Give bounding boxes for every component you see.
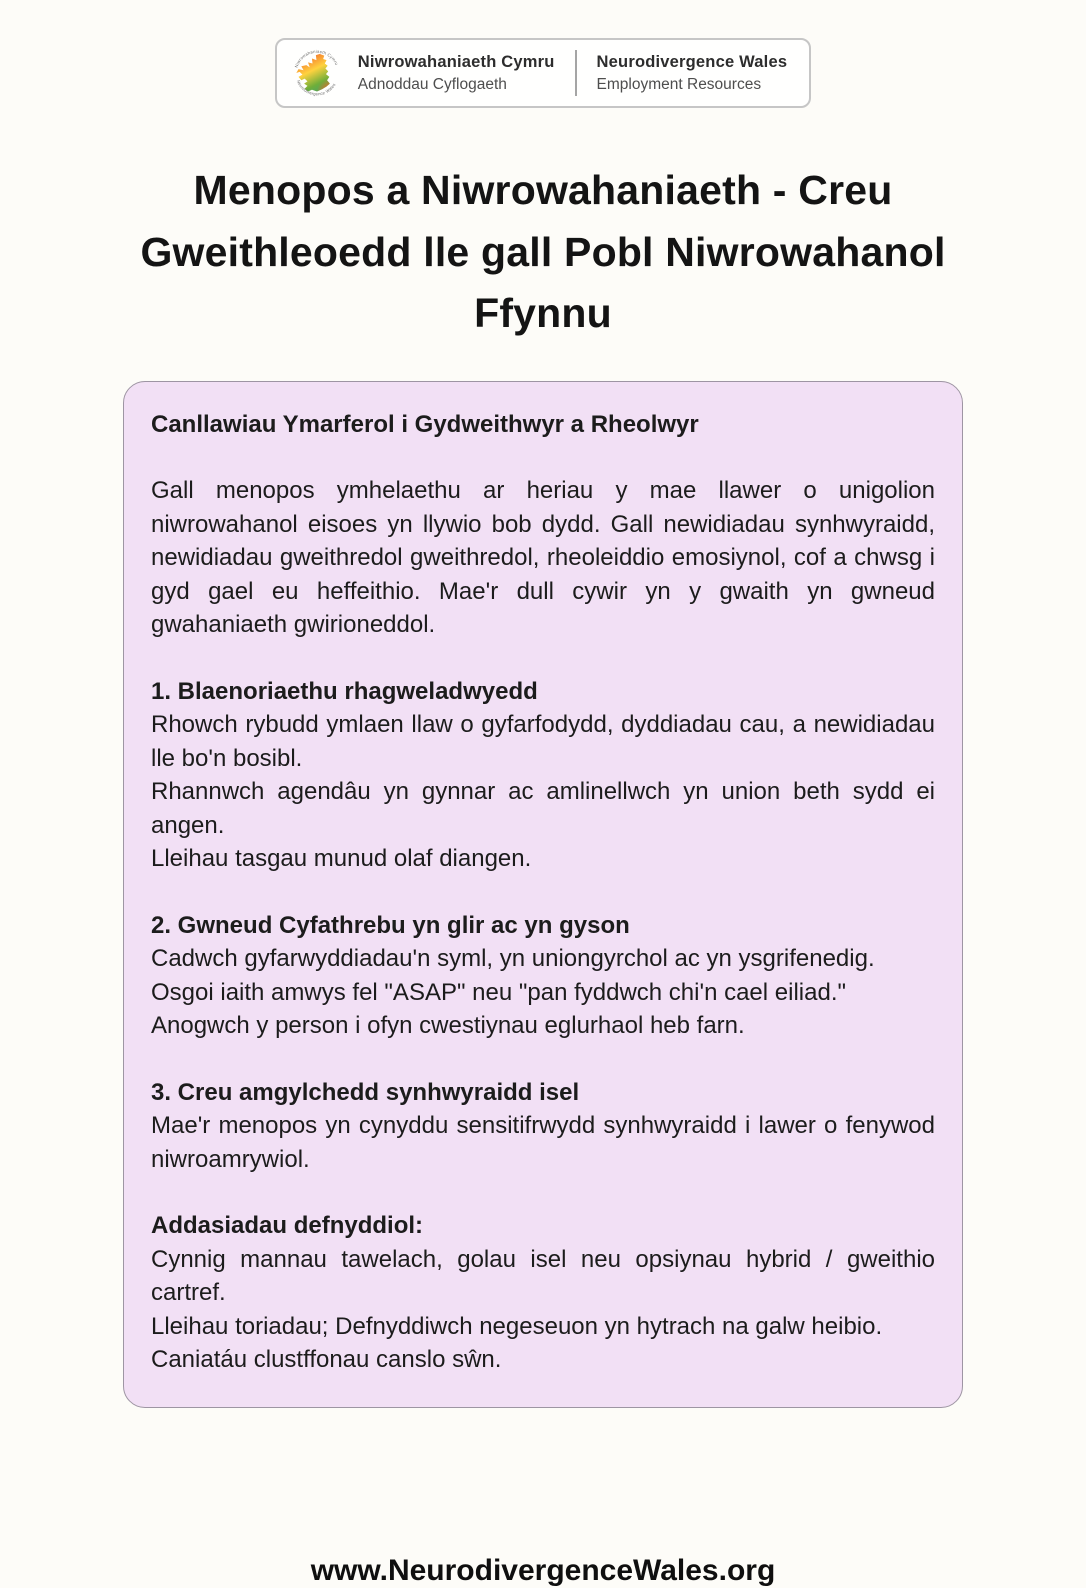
section-line: Anogwch y person i ofyn cwestiynau eglurhaol heb farn. bbox=[151, 1012, 745, 1039]
wales-map-rainbow-icon bbox=[289, 45, 345, 101]
section-low-sensory bbox=[151, 1076, 935, 1177]
section-line: Lleihau toriadau; Defnyddiwch negeseuon yn hytrach na galw heibio. bbox=[151, 1312, 883, 1340]
website-url: www.NeurodivergenceWales.org bbox=[310, 1553, 776, 1587]
logo-divider bbox=[575, 50, 577, 96]
section-line: Osgoi iaith amwys fel "ASAP" neu "pan fyddwch chi'n cael eiliad." bbox=[151, 978, 847, 1006]
logo-brand-welsh: Niwrowahaniaeth Cymru bbox=[357, 53, 555, 71]
section-line: Caniatáu clustffonau canslo sŵn. bbox=[151, 1346, 502, 1373]
logo-arc-text-bottom: Neurodivergence Wales bbox=[295, 79, 337, 97]
logo-english-column bbox=[597, 52, 788, 94]
section-predictability bbox=[151, 675, 935, 876]
logo-arc-text-top: Niwrowahaniaeth Cymru bbox=[293, 48, 340, 69]
section-useful-adaptations bbox=[151, 1209, 935, 1377]
card-heading: Canllawiau Ymarferol i Gydweithwyr a Rheolwyr bbox=[151, 410, 699, 438]
section-line: Mae'r menopos yn cynyddu sensitifrwydd synhwyraidd i lawer o fenywod niwroamrywiol. bbox=[151, 1112, 935, 1173]
section-heading: 2. Gwneud Cyfathrebu yn glir ac yn gyson bbox=[151, 911, 630, 939]
section-line: Lleihau tasgau munud olaf diangen. bbox=[151, 845, 532, 872]
intro-paragraph: Gall menopos ymhelaethu ar heriau y mae llawer o unigolion niwrowahanol eisoes yn llywio bob dydd. Gall newidiadau synhwyraidd, newidiadau gweithredol gweithredol, rheoleiddio emosiynol, cof a chwsg i gyd gael eu heffeithio. Mae'r dull cywir yn y gwaith yn gwneud gwahaniaeth gwirioneddol. bbox=[151, 477, 935, 638]
guidelines-card bbox=[123, 381, 963, 1408]
logo-brand-english: Neurodivergence Wales bbox=[596, 53, 788, 71]
section-line: Cynnig mannau tawelach, golau isel neu opsiynau hybrid / gweithio cartref. bbox=[151, 1245, 935, 1306]
logo-welsh-column bbox=[358, 52, 555, 94]
section-communication bbox=[151, 909, 935, 1043]
section-heading: Addasiadau defnyddiol: bbox=[151, 1212, 424, 1239]
page-title: Menopos a Niwrowahaniaeth - Creu Gweithleoedd lle gall Pobl Niwrowahanol Ffynnu bbox=[140, 167, 946, 336]
section-line: Cadwch gyfarwyddiadau'n syml, yn uniongyrchol ac yn ysgrifenedig. bbox=[151, 945, 875, 972]
header bbox=[0, 0, 1086, 108]
logo-box bbox=[275, 38, 811, 108]
footer bbox=[0, 1554, 1086, 1588]
section-heading: 1. Blaenoriaethu rhagweladwyedd bbox=[151, 677, 538, 705]
section-heading: 3. Creu amgylchedd synhwyraidd isel bbox=[151, 1078, 580, 1106]
section-line: Rhowch rybudd ymlaen llaw o gyfarfodydd, dyddiadau cau, a newidiadau lle bo'n bosibl. bbox=[151, 711, 935, 772]
logo-subtitle-english: Employment Resources bbox=[596, 75, 762, 93]
logo-subtitle-welsh: Adnoddau Cyflogaeth bbox=[357, 75, 507, 93]
section-line: Rhannwch agendâu yn gynnar ac amlinellwch yn union beth sydd ei angen. bbox=[151, 778, 935, 839]
